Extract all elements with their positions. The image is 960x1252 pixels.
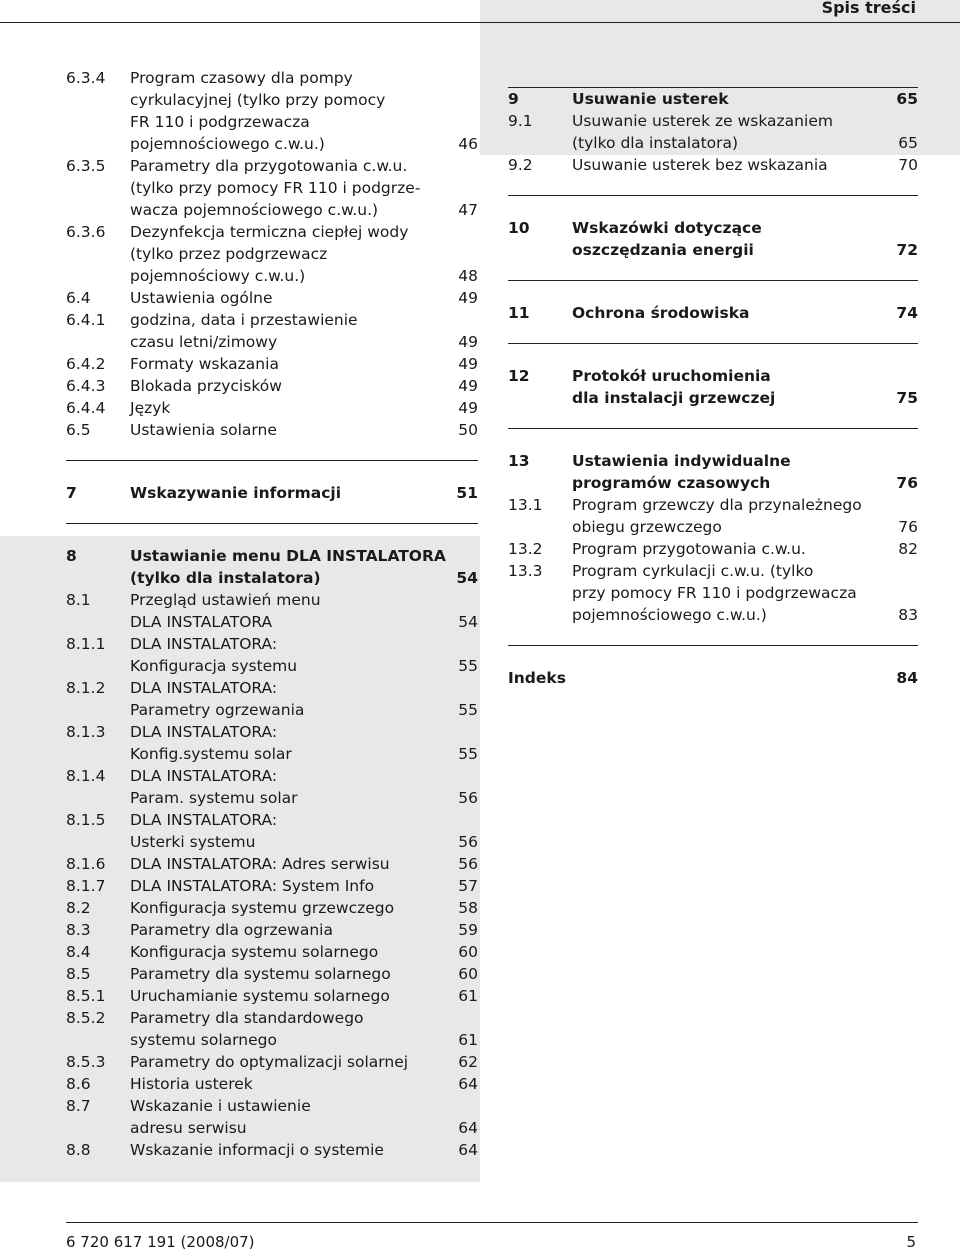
toc-entry-text: Historia usterek [130,1075,253,1093]
toc-entry-page: 65 [896,90,918,108]
toc-entry-text: Program czasowy dla pompy [130,69,353,87]
toc-entry-text: Ustawienia solarne [130,421,277,439]
toc-entry-number: Indeks [508,669,566,687]
toc-entry-text: Usterki systemu [130,833,256,851]
toc-entry-text: Formaty wskazania [130,355,279,373]
toc-entry-page: 56 [458,789,478,807]
toc-entry[interactable] [66,963,478,985]
toc-entry-page: 65 [898,134,918,152]
toc-entry-title [130,721,478,765]
toc-entry-page: 55 [458,745,478,763]
toc-entry-number: 8.6 [66,1075,91,1093]
toc-entry[interactable] [66,941,478,963]
page-title: Spis treści [821,0,916,17]
toc-entry-text: Wskazanie informacji o systemie [130,1141,384,1159]
toc-entry-text: pojemnościowego c.w.u.) [130,135,325,153]
toc-entry[interactable] [66,1007,478,1051]
toc-entry-text: oszczędzania energii [572,241,754,259]
toc-entry-text: Ustawianie menu DLA INSTALATORA [130,547,446,565]
toc-entry-text: Program grzewczy dla przynależnego [572,496,862,514]
toc-entry-page: 82 [898,540,918,558]
toc-entry[interactable] [508,110,918,154]
toc-entry-text: Parametry dla systemu solarnego [130,965,391,983]
toc-entry-page: 55 [458,701,478,719]
toc-entry-page: 56 [458,833,478,851]
toc-entry-title [572,88,918,110]
toc-entry[interactable] [66,67,478,155]
toc-entry-title [572,302,918,324]
toc-entry-number: 13.3 [508,562,543,580]
toc-chapter-entry[interactable] [508,645,918,689]
toc-entry-number: 7 [66,484,77,502]
toc-entry-title [130,353,478,375]
toc-entry-page: 60 [458,965,478,983]
toc-entry[interactable] [508,538,918,560]
toc-entry-title [130,809,478,853]
toc-entry-text: Protokół uruchomienia [572,367,771,385]
toc-entry[interactable] [66,721,478,765]
toc-entry-title [130,853,478,875]
toc-entry-page: 60 [458,943,478,961]
toc-entry[interactable] [66,809,478,853]
toc-entry[interactable] [66,853,478,875]
toc-entry-title [130,963,478,985]
toc-entry-title [572,560,918,626]
toc-entry-number: 13.1 [508,496,543,514]
toc-entry[interactable] [66,677,478,721]
toc-entry-title [130,941,478,963]
toc-entry-number: 8.5.1 [66,987,106,1005]
toc-entry-title [572,538,918,560]
toc-entry-text: pojemnościowego c.w.u.) [572,606,767,624]
toc-entry-text: godzina, data i przestawienie [130,311,358,329]
toc-entry-text: Program przygotowania c.w.u. [572,540,806,558]
toc-entry-number: 8.5.2 [66,1009,106,1027]
toc-entry-text: Parametry dla przygotowania c.w.u. [130,157,408,175]
toc-entry[interactable] [66,897,478,919]
toc-entry-text: Wskazówki dotyczące [572,219,762,237]
toc-entry-title [130,397,478,419]
toc-entry-title [130,155,478,221]
toc-entry-title [572,365,918,409]
toc-entry-title [130,1007,478,1051]
toc-entry-number: 9.1 [508,112,533,130]
toc-entry-text: (tylko przez podgrzewacz [130,245,328,263]
toc-entry[interactable] [66,1051,478,1073]
toc-entry-number: 8.1.7 [66,877,106,895]
toc-entry-text: obiegu grzewczego [572,518,722,536]
toc-entry-text: DLA INSTALATORA: [130,811,278,829]
toc-entry-number: 8.4 [66,943,91,961]
toc-entry[interactable] [508,560,918,626]
toc-entry-text: Param. systemu solar [130,789,298,807]
toc-entry-number: 8.5.3 [66,1053,106,1071]
toc-entry[interactable] [66,375,478,397]
toc-entry-number: 8.1.1 [66,635,106,653]
toc-entry-page: 74 [896,304,918,322]
toc-entry-text: przy pomocy FR 110 i podgrzewacza [572,584,857,602]
toc-entry-number: 13.2 [508,540,543,558]
toc-entry-page: 56 [458,855,478,873]
toc-entry-text: cyrkulacyjnej (tylko przy pomocy [130,91,386,109]
toc-entry-number: 8.1.4 [66,767,106,785]
toc-entry[interactable] [508,154,918,176]
toc-entry-number: 13 [508,452,530,470]
toc-entry-title [130,919,478,941]
toc-entry-title [130,482,478,504]
toc-entry-text: Konfiguracja systemu solarnego [130,943,379,961]
toc-entry-number: 6.4 [66,289,91,307]
toc-entry[interactable] [66,221,478,287]
toc-entry-page: 64 [458,1141,478,1159]
toc-entry[interactable] [66,875,478,897]
toc-entry-page: 76 [896,474,918,492]
toc-entry[interactable] [66,589,478,633]
toc-entry-title [130,419,478,441]
toc-entry-text: Ochrona środowiska [572,304,750,322]
toc-entry-number: 8.1.2 [66,679,106,697]
toc-entry-title [130,985,478,1007]
toc-entry-text: Usuwanie usterek ze wskazaniem [572,112,833,130]
toc-entry-text: Ustawienia indywidualne [572,452,791,470]
toc-entry-page: 83 [898,606,918,624]
toc-entry-text: Usuwanie usterek [572,90,729,108]
toc-entry-page: 49 [458,333,478,351]
toc-entry-title [130,67,478,155]
toc-entry-text: DLA INSTALATORA: Adres serwisu [130,855,390,873]
toc-entry-title [130,633,478,677]
toc-entry[interactable] [66,985,478,1007]
toc-entry-text: Konfiguracja systemu [130,657,298,675]
toc-entry-text: Program cyrkulacji c.w.u. (tylko [572,562,814,580]
toc-entry-number: 6.3.5 [66,157,106,175]
toc-entry-text: DLA INSTALATORA: [130,635,278,653]
toc-entry-page: 59 [458,921,478,939]
toc-entry-page: 58 [458,899,478,917]
toc-entry-page: 61 [458,987,478,1005]
toc-entry-text: pojemnościowy c.w.u.) [130,267,306,285]
toc-entry-title [572,494,918,538]
toc-entry-page: 70 [898,156,918,174]
toc-entry[interactable] [66,765,478,809]
toc-entry-number: 8.8 [66,1141,91,1159]
toc-entry-title [130,545,478,589]
toc-entry-text: Ustawienia ogólne [130,289,273,307]
toc-entry-text: (tylko dla instalatora) [130,569,321,587]
toc-entry[interactable] [66,1073,478,1095]
toc-entry-number: 8.1.5 [66,811,106,829]
toc-entry-text: Parametry ogrzewania [130,701,305,719]
toc-entry-number: 6.3.6 [66,223,106,241]
toc-entry-number: 6.3.4 [66,69,106,87]
toc-entry[interactable] [66,1139,478,1161]
toc-entry-number: 8.2 [66,899,91,917]
toc-entry-text: (tylko dla instalatora) [572,134,739,152]
toc-entry-text: Parametry dla standardowego [130,1009,364,1027]
toc-entry-page: 61 [458,1031,478,1049]
toc-entry[interactable] [66,1095,478,1139]
toc-entry-page: 48 [458,267,478,285]
toc-entry-page: 54 [456,569,478,587]
toc-entry-number: 10 [508,219,530,237]
toc-entry-title [130,287,478,309]
toc-entry-text: Język [130,399,171,417]
toc-chapter-entry[interactable] [66,460,478,504]
toc-entry[interactable] [66,287,478,309]
toc-entry-title [572,110,918,154]
toc-entry-number: 9 [508,90,519,108]
toc-entry-number: 8.3 [66,921,91,939]
toc-entry-title [130,1073,478,1095]
toc-entry-page: 47 [458,201,478,219]
toc-entry-page: 64 [458,1119,478,1137]
toc-entry-page: 84 [896,669,918,687]
document-number: 6 720 617 191 (2008/07) [66,1233,255,1251]
toc-entry-title [130,221,478,287]
toc-entry-title [130,875,478,897]
toc-entry-number: 6.4.4 [66,399,106,417]
toc-entry[interactable] [508,494,918,538]
toc-entry-number: 6.4.1 [66,311,106,329]
toc-entry[interactable] [66,419,478,441]
toc-entry-page: 49 [458,289,478,307]
toc-entry-text: DLA INSTALATORA: [130,723,278,741]
toc-entry-number: 8.1.6 [66,855,106,873]
toc-entry-title [130,1051,478,1073]
toc-column-left [66,67,478,1161]
toc-entry-text: Uruchamianie systemu solarnego [130,987,390,1005]
toc-entry-text: Usuwanie usterek bez wskazania [572,156,828,174]
toc-entry-title [572,450,918,494]
toc-entry-text: DLA INSTALATORA: [130,767,278,785]
toc-entry-number: 6.4.2 [66,355,106,373]
toc-entry-page: 50 [458,421,478,439]
toc-entry-title [130,309,478,353]
toc-entry-text: adresu serwisu [130,1119,247,1137]
footer-rule [66,1222,918,1223]
toc-entry-text: Dezynfekcja termiczna ciepłej wody [130,223,409,241]
toc-entry-title [130,1095,478,1139]
toc-entry-page: 46 [458,135,478,153]
page-number: 5 [906,1233,916,1251]
toc-entry-page: 62 [458,1053,478,1071]
toc-entry[interactable] [66,353,478,375]
toc-entry-title [130,1139,478,1161]
toc-entry-number: 9.2 [508,156,533,174]
toc-entry-text: Parametry dla ogrzewania [130,921,333,939]
toc-entry-page: 49 [458,399,478,417]
toc-entry[interactable] [66,397,478,419]
toc-entry-number: 8.5 [66,965,91,983]
toc-entry-title [572,667,918,689]
toc-entry-number: 8.1.3 [66,723,106,741]
toc-entry-title [130,375,478,397]
toc-entry-page: 72 [896,241,918,259]
toc-entry-page: 55 [458,657,478,675]
toc-entry-title [572,154,918,176]
toc-entry-text: Przegląd ustawień menu [130,591,321,609]
toc-entry-number: 8 [66,547,77,565]
toc-entry-number: 11 [508,304,530,322]
toc-entry-text: Blokada przycisków [130,377,282,395]
toc-entry-page: 54 [458,613,478,631]
toc-entry-text: Wskazanie i ustawienie [130,1097,311,1115]
toc-chapter-entry[interactable] [508,195,918,261]
toc-entry-text: FR 110 i podgrzewacza [130,113,310,131]
toc-entry[interactable] [66,309,478,353]
toc-entry-text: DLA INSTALATORA [130,613,273,631]
toc-entry-text: DLA INSTALATORA: [130,679,278,697]
toc-chapter-entry[interactable] [508,428,918,494]
toc-entry-text: Parametry do optymalizacji solarnej [130,1053,409,1071]
toc-entry-title [130,677,478,721]
toc-entry-page: 76 [898,518,918,536]
toc-entry-text: dla instalacji grzewczej [572,389,776,407]
toc-entry-number: 8.7 [66,1097,91,1115]
toc-entry-text: (tylko przy pomocy FR 110 i podgrze- [130,179,421,197]
toc-entry-title [130,589,478,633]
toc-entry-text: wacza pojemnościowego c.w.u.) [130,201,379,219]
toc-entry-title [130,897,478,919]
toc-entry-title [572,217,918,261]
toc-entry-text: programów czasowych [572,474,771,492]
toc-entry[interactable] [66,155,478,221]
toc-entry-number: 8.1 [66,591,91,609]
toc-entry-page: 75 [896,389,918,407]
toc-entry[interactable] [66,633,478,677]
toc-entry-page: 64 [458,1075,478,1093]
toc-entry-title [130,765,478,809]
toc-entry-page: 49 [458,377,478,395]
toc-entry-text: systemu solarnego [130,1031,277,1049]
toc-entry-text: Wskazywanie informacji [130,484,342,502]
toc-entry-page: 57 [458,877,478,895]
toc-entry-text: Konfig.systemu solar [130,745,292,763]
toc-entry-page: 51 [456,484,478,502]
toc-chapter-entry[interactable] [508,280,918,324]
toc-chapter-entry[interactable] [508,343,918,409]
toc-entry-number: 12 [508,367,530,385]
toc-entry-number: 6.4.3 [66,377,106,395]
toc-entry-text: czasu letni/zimowy [130,333,278,351]
toc-entry-number: 6.5 [66,421,91,439]
header-rule [0,22,960,23]
toc-entry-text: Konfiguracja systemu grzewczego [130,899,395,917]
toc-column-right [508,87,918,689]
toc-entry-page: 49 [458,355,478,373]
toc-chapter-entry[interactable] [508,87,918,110]
toc-entry-text: DLA INSTALATORA: System Info [130,877,375,895]
toc-chapter-entry[interactable] [66,523,478,589]
toc-entry[interactable] [66,919,478,941]
